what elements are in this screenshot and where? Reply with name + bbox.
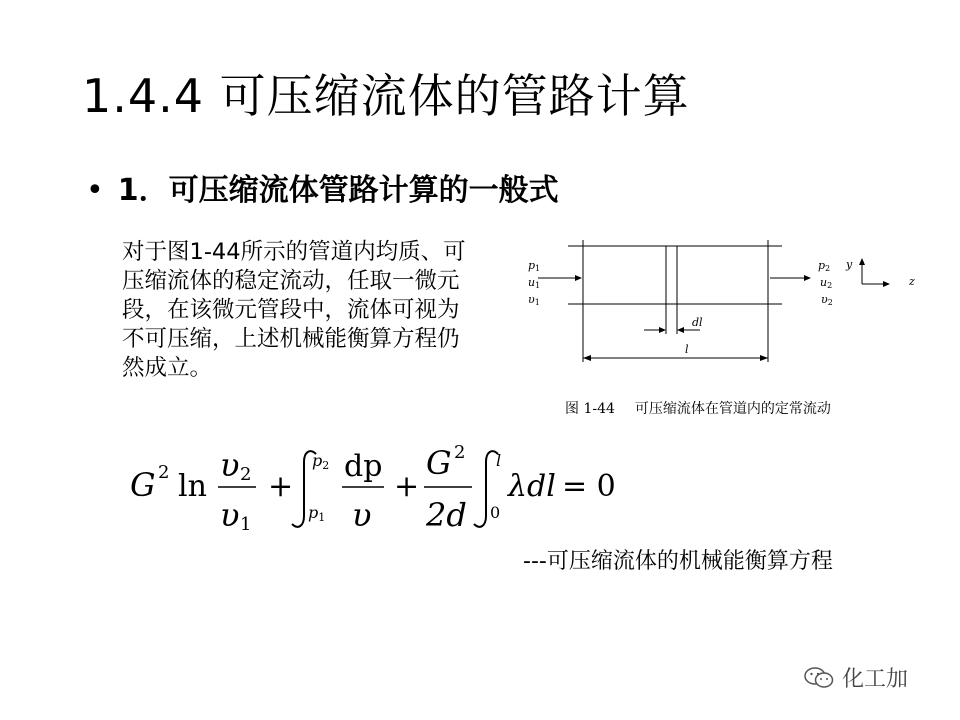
- equation-note: ---可压缩流体的机械能衡算方程: [523, 549, 833, 574]
- paragraph-line: 对于图1-44所示的管道内均质、可: [122, 239, 466, 265]
- inlet-velocity-label: u1: [528, 276, 541, 290]
- paragraph-line: 段，在该微元管段中，流体可视为: [122, 297, 460, 323]
- inlet-volume-label: υ1: [528, 293, 540, 307]
- pipe-flow-diagram: [520, 236, 920, 396]
- eq-G-power: 2: [158, 462, 170, 483]
- outlet-pressure-label: p2: [818, 259, 831, 273]
- eq-v-dp-denominator: υ: [352, 496, 372, 534]
- eq-plus-1: +: [268, 469, 294, 504]
- inlet-pressure-label: p1: [528, 259, 541, 273]
- watermark: [804, 662, 908, 693]
- dl-arrowhead-left: [659, 327, 666, 333]
- figure-number: 图 1-44: [565, 401, 615, 417]
- y-axis-arrowhead: [859, 258, 865, 265]
- slide-title: 1.4.4 可压缩流体的管路计算: [82, 69, 690, 123]
- eq-int1-upper: p2: [312, 451, 330, 472]
- wechat-icon: [804, 666, 834, 690]
- eq-v-numerator-sub: 2: [240, 464, 252, 485]
- eq-G: G: [130, 466, 156, 504]
- l-arrowhead-right: [760, 355, 768, 361]
- outlet-arrowhead: [804, 275, 811, 281]
- watermark-text: 化工加: [842, 667, 909, 692]
- energy-balance-equation: [128, 440, 628, 545]
- eq-lambda-dl: λdl: [508, 469, 556, 504]
- inlet-arrowhead: [575, 275, 582, 281]
- outlet-velocity-label: u2: [820, 276, 833, 290]
- eq-v-numerator: υ: [220, 446, 240, 484]
- eq-int2-lower: 0: [490, 503, 501, 522]
- eq-plus-2: +: [394, 469, 420, 504]
- section-heading: [86, 165, 559, 209]
- eq-int1-lower: p1: [308, 503, 326, 524]
- eq-v-denominator-sub: 1: [240, 514, 252, 535]
- z-axis-label: z: [909, 275, 915, 288]
- dl-arrowhead-right: [677, 327, 684, 333]
- y-axis-label: y: [846, 258, 853, 271]
- paragraph-line: 然成立。: [122, 355, 213, 381]
- figure-caption: [565, 398, 831, 418]
- l-arrowhead-left: [583, 355, 591, 361]
- paragraph-line: 不可压缩，上述机械能衡算方程仍: [122, 326, 460, 352]
- eq-ln: ln: [178, 469, 207, 504]
- bullet-icon: •: [86, 173, 104, 208]
- section-heading-text: 1．可压缩流体管路计算的一般式: [117, 173, 559, 208]
- dl-label: dl: [692, 316, 703, 329]
- paragraph-line: 压缩流体的稳定流动，任取一微元: [122, 268, 460, 294]
- eq-dp: dp: [344, 449, 383, 484]
- figure-caption-text: 可压缩流体在管道内的定常流动: [634, 401, 831, 417]
- outlet-volume-label: υ2: [821, 293, 833, 307]
- eq-G2-power: 2: [454, 442, 466, 463]
- eq-int2-upper: l: [496, 451, 502, 470]
- description-paragraph: [122, 238, 532, 383]
- z-axis-arrowhead: [883, 281, 890, 287]
- l-label: l: [685, 343, 689, 356]
- eq-G2-numerator: G: [426, 444, 452, 482]
- eq-equals-zero: = 0: [562, 469, 616, 504]
- eq-v-denominator: υ: [220, 496, 240, 534]
- eq-2d-denominator: 2d: [426, 496, 467, 534]
